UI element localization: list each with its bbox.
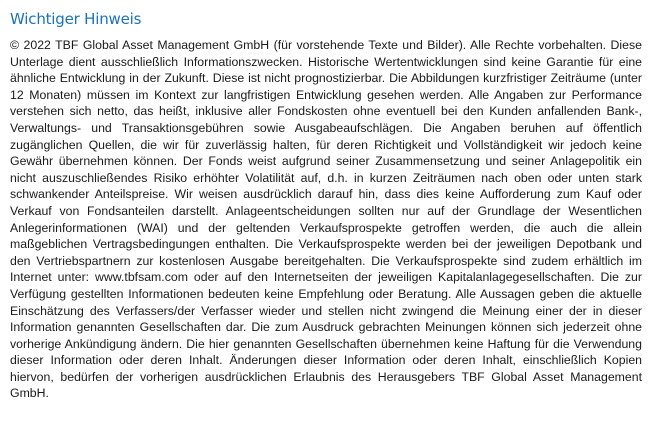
notice-title: Wichtiger Hinweis bbox=[10, 10, 142, 28]
important-notice bbox=[10, 0, 642, 402]
notice-body-text: © 2022 TBF Global Asset Management GmbH (für vorstehende Texte und Bilder). Alle Rechte vorbehalten. Diese Unterlage dient ausschließlich Informationszwecken. Historische Wertentwicklungen sind keine Garantie für eine ähnliche Entwicklung in der Zukunft. Diese ist nicht prognostizierbar. Die Abbildungen kurzfristiger Zeiträume (unter 12 Monaten) müssen im Kontext zur langfristigen Entwicklung gesehen werden. Alle Angaben zur Performance verstehen sich netto, das heißt, inklusive aller Fondskosten ohne eventuell bei den Kunden anfallenden Bank-, Verwaltungs- und Transaktionsgebühren sowie Ausgabeaufschlägen. Die Angaben beruhen auf öffentlich zugänglichen Quellen, die wir für zuverlässig halten, für deren Richtigkeit und Vollständigkeit wir jedoch keine Gewähr übernehmen können. Der Fonds weist aufgrund seiner Zusammensetzung und seiner Anlagepolitik ein nicht auszuschließendes Risiko erhöhter Volatilität auf, d.h. in kurzen Zeiträumen nach oben oder unten stark schwankender Anteilspreise. Wir weisen ausdrücklich darauf hin, dass dies keine Aufforderung zum Kauf oder Verkauf von Fondsanteilen darstellt. Anlageentscheidungen sollten nur auf der Grundlage der Wesentlichen Anlegerinformationen (WAI) und der geltenden Verkaufsprospekte getroffen werden, die auch die allein maßgeblichen Vertragsbedingungen enthalten. Die Verkaufsprospekte werden bei der jeweiligen Depotbank und den Vertriebspartnern zur kostenlosen Ausgabe bereitgehalten. Die Verkaufsprospekte sind zudem erhältlich im Internet unter: www.tbfsam.com oder auf den Internetseiten der jeweiligen Kapitalanlagegesellschaften. Die zur Verfügung gestellten Informationen bedeuten keine Empfehlung oder Beratung. Alle Aussagen geben die aktuelle Einschätzung des Verfassers/der Verfasser wieder und stellen nicht zwingend die Meinung einer der in dieser Information genannten Gesellschaften dar. Die zum Ausdruck gebrachten Meinungen können sich jederzeit ohne vorherige Ankündigung ändern. Die hier genannten Gesellschaften übernehmen keine Haftung für die Verwendung dieser Information oder deren Inhalt. Änderungen dieser Information oder deren Inhalt, einschließlich Kopien hiervon, bedürfen der vorherigen ausdrücklichen Erlaubnis des Herausgebers TBF Global Asset Management GmbH. bbox=[10, 38, 642, 401]
